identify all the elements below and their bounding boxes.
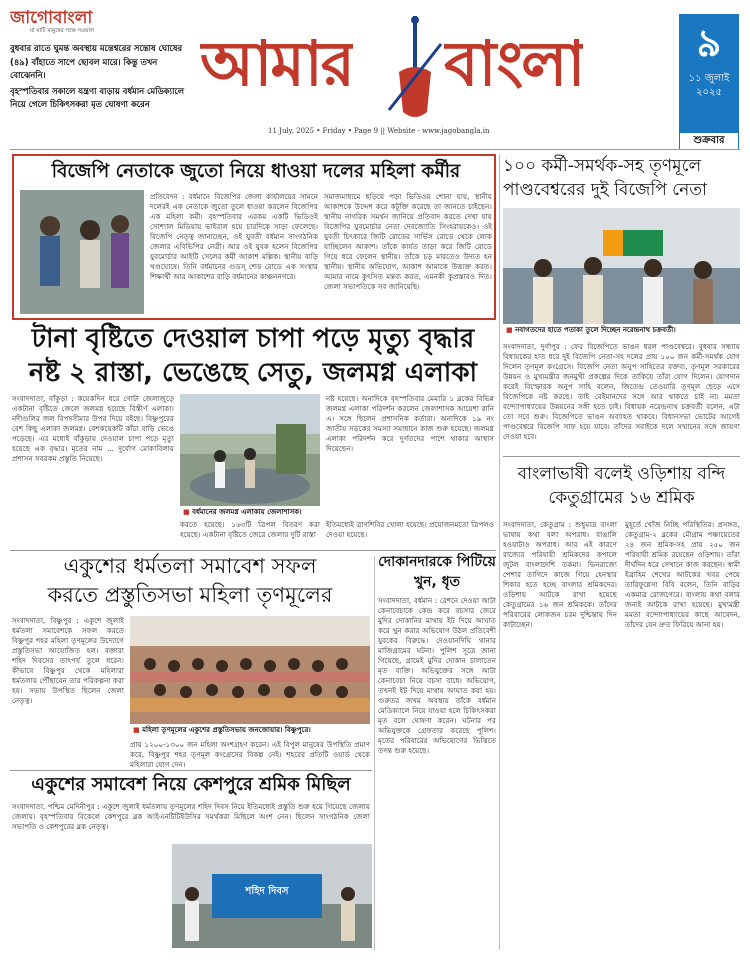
story-body-bottom-mid: করতে হয়েছে। ১৬৩টি ত্রিপল বিতরণ করা হয়েছে। একটানা বৃষ্টিতে জেরে জেলার দুটি রাস্তা — [180, 520, 320, 539]
story-shopkeeper — [378, 552, 496, 948]
headline-line-2: করতে প্রস্তুতিসভা মহিলা তৃণমূলের — [47, 583, 333, 607]
brand-small-tagline: মা মাটি মানুষের পক্ষে সওয়াল — [30, 28, 95, 34]
banner-text: শহিদ দিবস — [245, 886, 289, 897]
story-body: সংবাদদাতা, বর্ধমান : রেশনে দেওয়া আটা কেনাবেচাকে কেন্দ্র করে বচসার জেরে মুদির দোকানির মাথায় ইট দিয়ে আঘাত করে খুন করার অভিযোগ উঠল প্রতিবেশী যুবকের বিরুদ্ধে। দেওয়ানদিঘি থানার মাজিগ্রামের ঘটনা। পুলিশ সূত্রে জানা গিয়েছে, গ্রামেই মুদির দোকান চালাতেন মৃত ব্যক্তি। অভিযুক্তের সঙ্গে আটা কেনাবেচা নিয়ে বচসা বাধে। অভিযোগ, তখনই ইট দিয়ে মাথায় আঘাত করা হয়। গুরুতর জখম অবস্থায় তাঁকে বর্ধমান মেডিক্যালে নিয়ে যাওয়া হলে চিকিৎসকরা মৃত বলে ঘোষণা করেন। ঘটনার পর অভিযুক্তকে গ্রেফতার করেছে পুলিশ। মৃতের পরিবারের অভিযোগের ভিত্তিতে তদন্ত শুরু হয়েছে। — [378, 596, 496, 755]
date-day-month: ১১ জুলাই — [688, 73, 730, 84]
story-keshpur-rally — [10, 772, 372, 950]
story-odisha-workers — [503, 458, 740, 950]
photo-caption: ■ নবাগতদের হাতে পতাকা তুলে দিচ্ছেন নরেন্দ্রনাথ চক্রবর্তী। — [503, 324, 740, 336]
story-headline: ১০০ কর্মী-সমর্থক-সহ তৃণমূলে পাণ্ডবেশ্বরের দুই বিজেপি নেতা — [503, 156, 707, 200]
section-divider — [503, 456, 740, 457]
story-body-bottom-right: ইতিমধ্যেই ত্রাণশিবির খোলা হয়েছে। প্রয়োজনমতো ত্রিপলও দেওয়া হয়েছে। — [326, 520, 494, 539]
section-divider — [10, 770, 372, 771]
story-headline: বাংলাভাষী বলেই ওড়িশায় বন্দি কেতুগ্রামের ১৬ শ্রমিক — [517, 464, 726, 508]
story-body-col1: সংবাদদাতা, কেতুগ্রাম : শুধুমাত্র বাংলা ভাষায় কথা বলা অপরাধ। বাঙালি হওয়াটাও অপরাধ। আর এই কারণে রাজ্যের পরিযায়ী শ্রমিকদের কপালে জুটল বাংলাদেশি তকমা। ভিনরাজ্যে পেশার তাগিদে কাজে গিয়ে হেনস্থার শিকার হতে হচ্ছে বাংলার শ্রমিকদের। ওড়িশায় আটকে রাখা হয়েছে কেতুগ্রামের ১৬ জন শ্রমিককে। তাঁদের পরিবারের লোকজন চরম দুশ্চিন্তায় দিন কাটাচ্ছেন। — [503, 520, 617, 629]
story-headline: বিজেপি নেতাকে জুতো নিয়ে ধাওয়া দলের মহিলা কর্মীর — [51, 161, 461, 182]
brief-item: বুধবার রাতে ঘুমন্ত অবস্থায় মন্তেশ্বরের সন্তোষ ঘোষের (৪৯) বাঁহাতে সাপে ছোবল মারে। কিন্তু তখন বোঝেননি। — [10, 43, 183, 80]
story-flood — [10, 322, 496, 548]
brand-small-name: জাগোবাংলা — [10, 8, 93, 28]
column-divider — [499, 154, 500, 950]
rally-photo-icon — [503, 208, 740, 336]
flood-photo-icon — [180, 394, 320, 518]
story-pandabeswar — [503, 154, 740, 454]
people-photo-icon — [20, 190, 144, 314]
date-line: 11 July, 2025 • Friday • Page 9 || Website - www.jagobangla.in — [268, 127, 490, 135]
story-body-col2: সমাজমাধ্যমে ছড়িয়ে পড়া ভিডিওয় শোনা যায়, স্থানীয় আকাশকে উদ্দেশ করে কটূক্তি করেছে তা জানতে চাইছেন। স্থানীয় নাগরিক সমর্থন জানিয়ে প্রতিবাদ করতে দেখা যায় বিজেপির যুবমোর্চার নেতা দেবজ্যোতি সিংহরায়কেও। ওই যুবতী চিৎকারে জিটি রোডের সার্ভিস রোডে থেকে লোক যাচ্ছিলেন আকাশ। তাঁকে কার্যত তাড়া করে জিটি রোডে গিয়ে ধরে ফেলেন স্থানীয়। তাঁকে চড় মারতেও উদ্যত হন স্থানীয়। স্থানীয় অভিযোগ, আকাশ আমাকে উত্ত্যক্ত করত। আমার নামে কুৎসিত মন্তব্য করত, এমনকী কুপ্রস্তাবও দিত। জেলা সভাপতিকে সব জানিয়েছি। — [324, 192, 492, 291]
weekday: শুক্রবার — [679, 132, 739, 150]
story-photo — [20, 190, 144, 314]
story-headline: একুশের সমাবেশ নিয়ে কেশপুরে শ্রমিক মিছিল — [31, 774, 351, 795]
brief-item: বৃহস্পতিবার সকালে যন্ত্রণা বাড়ায় বর্ধমান মেডিক্যালে নিয়ে গেলে চিকিৎসকরা মৃত ঘোষণা করেন — [10, 85, 184, 109]
headline-line-2: নষ্ট ২ রাস্তা, ভেঙেছে সেতু, জলমগ্ন এলাকা — [28, 358, 478, 388]
column-divider — [374, 556, 375, 950]
photo-caption: ■ বর্ধমানের জলমগ্ন এলাকায় জেলাশাসক। — [180, 506, 320, 518]
title-left: আমার — [200, 27, 353, 100]
story-body-col2: মুহূর্তে খোঁজ নিচ্ছি পরিস্থিতির। প্রসঙ্গত, কেতুগ্রাম-২ ব্লকের মৌগ্রাম পঞ্চায়েতের ২৪ জন শ্রমিক-সহ প্রায় ২৫০ জন পরিযায়ী শ্রমিক রয়েছেন ওড়িশায়। তাঁরা দীর্ঘদিন ধরে সেখানে কাজ করছেন। স্বামী ইব্রাহিম শেখের আটকের খবর পেয়ে তারিফুন্নেসা বিবি বলেন, তিনি বাড়ির একমাত্র রোজগেরে। বাংলায় কথা বলার জন্যই আটকে রাখা হয়েছে। মুখ্যমন্ত্রী মমতা বন্দ্যোপাধ্যায়ের কাছে আবেদন, তাঁদের যেন দ্রুত ফিরিয়ে আনা হয়। — [625, 520, 740, 629]
masthead — [0, 0, 750, 150]
story-body-col1: সংবাদদাতা, বাঁকুড়া : কয়েকদিন ধরে গোটা জেলাজুড়ে একটানা বৃষ্টিতে জেলে জলমগ্ন হয়েছে বিস্তীর্ণ এলাকা। নদীগুলির জল বিপদসীমার উপর দিয়ে বইছে। বিষ্ণুপুরের বেশ কিছু এলাকা জলমগ্ন। বেশকয়েকটি কাঁচা বাড়ি ভেঙে পড়েছে। এর মধ্যেই বাঁকুড়ায় দেওয়াল চাপা পড়ে মৃত্যু হয়েছে এক বৃদ্ধার। মৃতের নাম ... দুর্যোগ মোকাবিলায় প্রশাসন সবরকম প্রস্তুতি নিয়েছে। — [12, 394, 174, 463]
story-photo — [503, 208, 740, 336]
story-body: সংবাদদাতা, দুর্গাপুর : ফের বিজেপিতে ভাঙন ধরল পাণ্ডবেশ্বরে। বুধবার সন্ধ্যায় বিধায়কের হাত ধরে দুই বিজেপি নেতা-সহ দলের প্রায় ১০০ জন কর্মী-সমর্থক যোগ দিলেন তৃণমূল কংগ্রেসে। বিজেপি নেতা অনুপ সাহিতের বক্তব্য, তৃণমূল সরকারের উন্নয়ন ও মুখ্যমন্ত্রীর জনমুখী প্রকল্পের দিকে তাকিয়ে তাঁরা যোগ দিলেন। যোগদান করেই বিস্ফোরক অনুপ সাহি বলেন, জিতেন্দ্র তেওয়ারি তৃণমূল ছেড়ে এসে বিজেপিকে নষ্ট করছে। তাই বেইমানদের সঙ্গে আর থাকতে চাই না। মমতা বন্দ্যোপাধ্যায়ের উন্নয়নের সঙ্গী হতে চাই। বিধায়ক নরেন্দ্রনাথ চক্রবর্তী বলেন, এটা তো সবে শুরু। বিজেপিতে ভাঙন অব্যাহত থাকবে। বিধানসভা ভোটের আগেই পাণ্ডবেশ্বরে বিজেপি সাফ হয়ে যাবে। তাঁদের সবাইকে দলে সম্মানের সঙ্গে জায়গা দেওয়া হবে। — [503, 342, 740, 441]
headline-line-1: টানা বৃষ্টিতে দেওয়াল চাপা পড়ে মৃত্যু বৃদ্ধার — [31, 324, 475, 354]
page-date-badge — [679, 14, 739, 150]
photo-caption: ■ মহিলা তৃণমূলের একুশের প্রস্তুতিসভায় জনজোয়ার। বিষ্ণুপুরে। — [130, 724, 370, 736]
brand-small-logo — [10, 8, 160, 36]
story-body-bottom: প্রায় ১২০০-১৩০০ জন মহিলা অংশগ্রহণ করেন। এই বিপুল মানুষের উপস্থিতি প্রমাণ করে, বিষ্ণুপুর শহর তৃণমূল কংগ্রেসের বিকল্প নেই। শহরের প্রতিটি ওয়ার্ড থেকে মহিলারা যোগ দেন। — [130, 740, 370, 768]
story-photo — [172, 844, 372, 948]
date-year: ২০২৫ — [696, 87, 722, 98]
headline-line-1: একুশের ধর্মতলা সমাবেশ সফল — [63, 554, 317, 578]
esraj-instrument-icon — [385, 14, 445, 118]
section-divider — [10, 550, 496, 551]
story-photo — [180, 394, 320, 518]
main-title — [200, 14, 660, 118]
meeting-photo-icon — [130, 616, 370, 736]
story-body: সংবাদদাতা, পশ্চিম মেদিনীপুর : একুশে জুলাই ধর্মতলায় তৃণমূলের শহিদ দিবস নিয়ে ইতিমধ্যেই প্রস্তুতি শুরু হয়ে গিয়েছে জেলায় জেলায়। বৃহস্পতিবার বিকেলে কেশপুরে ব্লক আইএনটিটিইউসির সমর্থকরা মিছিলে অংশ নেন। ছিলেন সাংগঠনিক জেলা সভাপতি ও কেশপুরের ব্লক নেতৃত্ব। — [12, 802, 370, 831]
story-body: সংবাদদাতা, বিষ্ণুপুর : একুশে জুলাই ধর্মতলা সমাবেশকে সফল করতে বিষ্ণুপুর শহর মহিলা তৃণমূলের উদ্যোগে প্রস্তুতিসভা আয়োজিত হল। বক্তারা শহিদ দিবসের তাৎপর্য তুলে ধরেন। কীভাবে বিষ্ণুপুর থেকে মহিলারা ধর্মতলায় পৌঁছাবেন তার পরিকল্পনা করা হয়। সভায় উপস্থিত ছিলেন জেলা নেতৃত্ব। — [12, 616, 124, 705]
story-ekusher-women — [10, 552, 370, 768]
title-right: বাংলা — [444, 27, 584, 100]
story-photo — [130, 616, 370, 736]
story-bjp-shoe — [12, 154, 496, 320]
story-body-col2: নষ্ট হয়েছে। অনাদিকে বৃহস্পতিবার মেমারি ১ ব্লকের বিভিন্ন জলমগ্ন এলাকা পরিদর্শন করলেন জেলাশাসক আয়েশা রানি এ। সঙ্গে ছিলেন প্রশাসনিক কর্তারা। অনাদিকে ১৯ নং জাতীয় সড়কের সমস্যা সমাধানে কাজ শুরু হয়েছে। জলমগ্ন এলাকা পরিদর্শন করে দুর্গতদের পাশে থাকার আশ্বাস দিয়েছেন। — [326, 394, 494, 453]
masthead-rule — [10, 149, 740, 150]
story-headline: দোকানদারকে পিটিয়ে খুন, ধৃত — [378, 554, 496, 590]
story-body-col1: প্রতিবেদন : বর্ধমানে বিজেপির জেলা কার্যালয়ের সামনে দলেরই এক নেতাকে জুতো তুলে ধাওয়া করলেন বিজেপির এক মহিলা কর্মী। বৃহস্পতিবার এরকম একটি ভিডিওই সোশ্যাল মিডিয়ায় ভাইরাল হয়ে চারদিকে সাড়া ফেলেছে। বিজেপি নেতৃত্ব জানাচ্ছেন, ওই যুবতী বর্ধমান সাংগঠনিক জেলার এবিভিপির নেত্রী। আর ওই যুবক হলেন বিজেপির যুবমোর্চার আইটি সেলের কর্মী আকাশ মল্লিক। স্থানীয় বাড়ি খণ্ডঘোষে। তিনি বর্ধমানের গুডস্ শেড রোডে এক সংস্থার শিক্ষার্থী আর আকাশের বাড়ি বর্ধমানের কাঞ্চননগরে। — [150, 192, 318, 281]
briefs-box — [10, 42, 195, 142]
page-number: ৯ — [696, 21, 722, 65]
